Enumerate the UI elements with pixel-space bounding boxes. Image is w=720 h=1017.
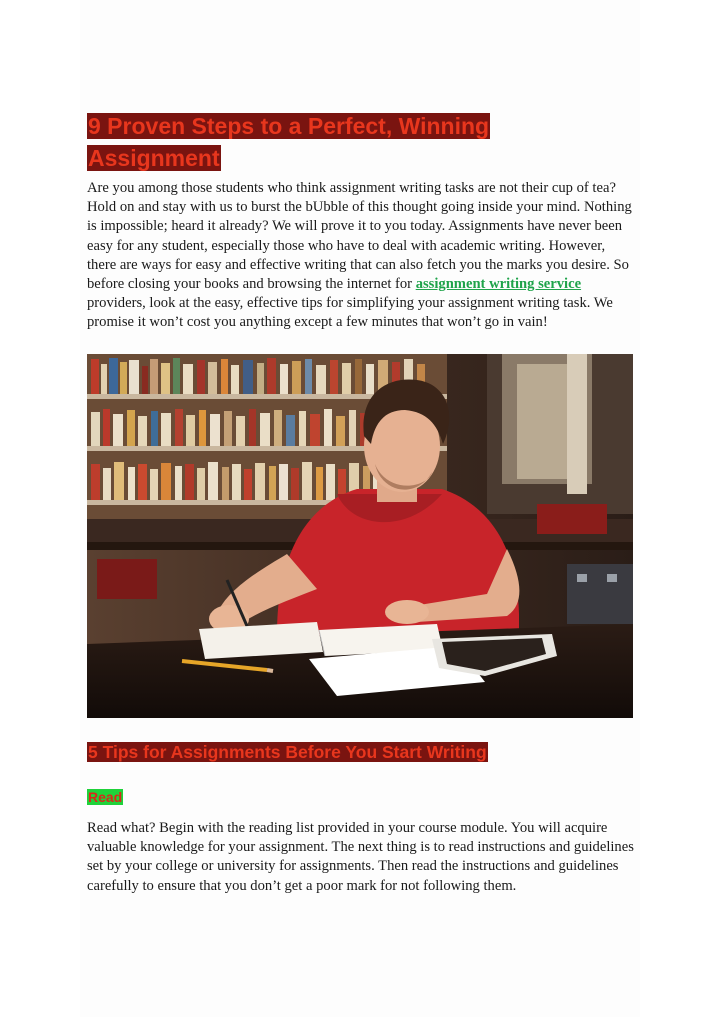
section-heading — [87, 740, 488, 764]
read-section-paragraph: Read what? Begin with the reading list provided in your course module. You will acquire valuable knowledge for your assignment. The next thing is to read instructions and guidelines set by your college or university for assignments. Then read the instructions and guidelines carefully to ensure that you don’t get a poor mark for not following them. — [87, 820, 634, 894]
title-line-1: 9 Proven Steps to a Perfect, Winning — [88, 113, 490, 139]
subheading-read-text: Read — [88, 789, 123, 805]
intro-text-before-link: Are you among those students who think assignment writing tasks are not their cup of tea? Hold on and stay with us to burst the bUbble of this thought going inside your mind. Nothing is impossible; heard it already? We will prove it to you today. Assignments have never been easy for any student, especially those who have to deal with academic writing. However, there are ways for easy and effective writing that can also fetch you the marks you desire. So before closing your books and browsing the internet for — [87, 180, 632, 293]
section-heading-text: 5 Tips for Assignments Before You Start Writing — [88, 742, 487, 762]
student-photo-illustration — [87, 354, 633, 718]
assignment-writing-service-link[interactable]: assignment writing service — [415, 276, 582, 293]
page-title — [87, 110, 635, 174]
student-studying-photo — [87, 354, 633, 718]
intro-text-after-link: providers, look at the easy, effective tips for simplifying your assignment writing task. We promise it won’t cost you anything except a few minutes that won’t go in vain! — [87, 295, 613, 331]
article — [87, 110, 635, 894]
intro-paragraph — [87, 179, 635, 333]
title-line-2: Assignment — [88, 145, 220, 171]
subheading-read — [87, 787, 123, 807]
